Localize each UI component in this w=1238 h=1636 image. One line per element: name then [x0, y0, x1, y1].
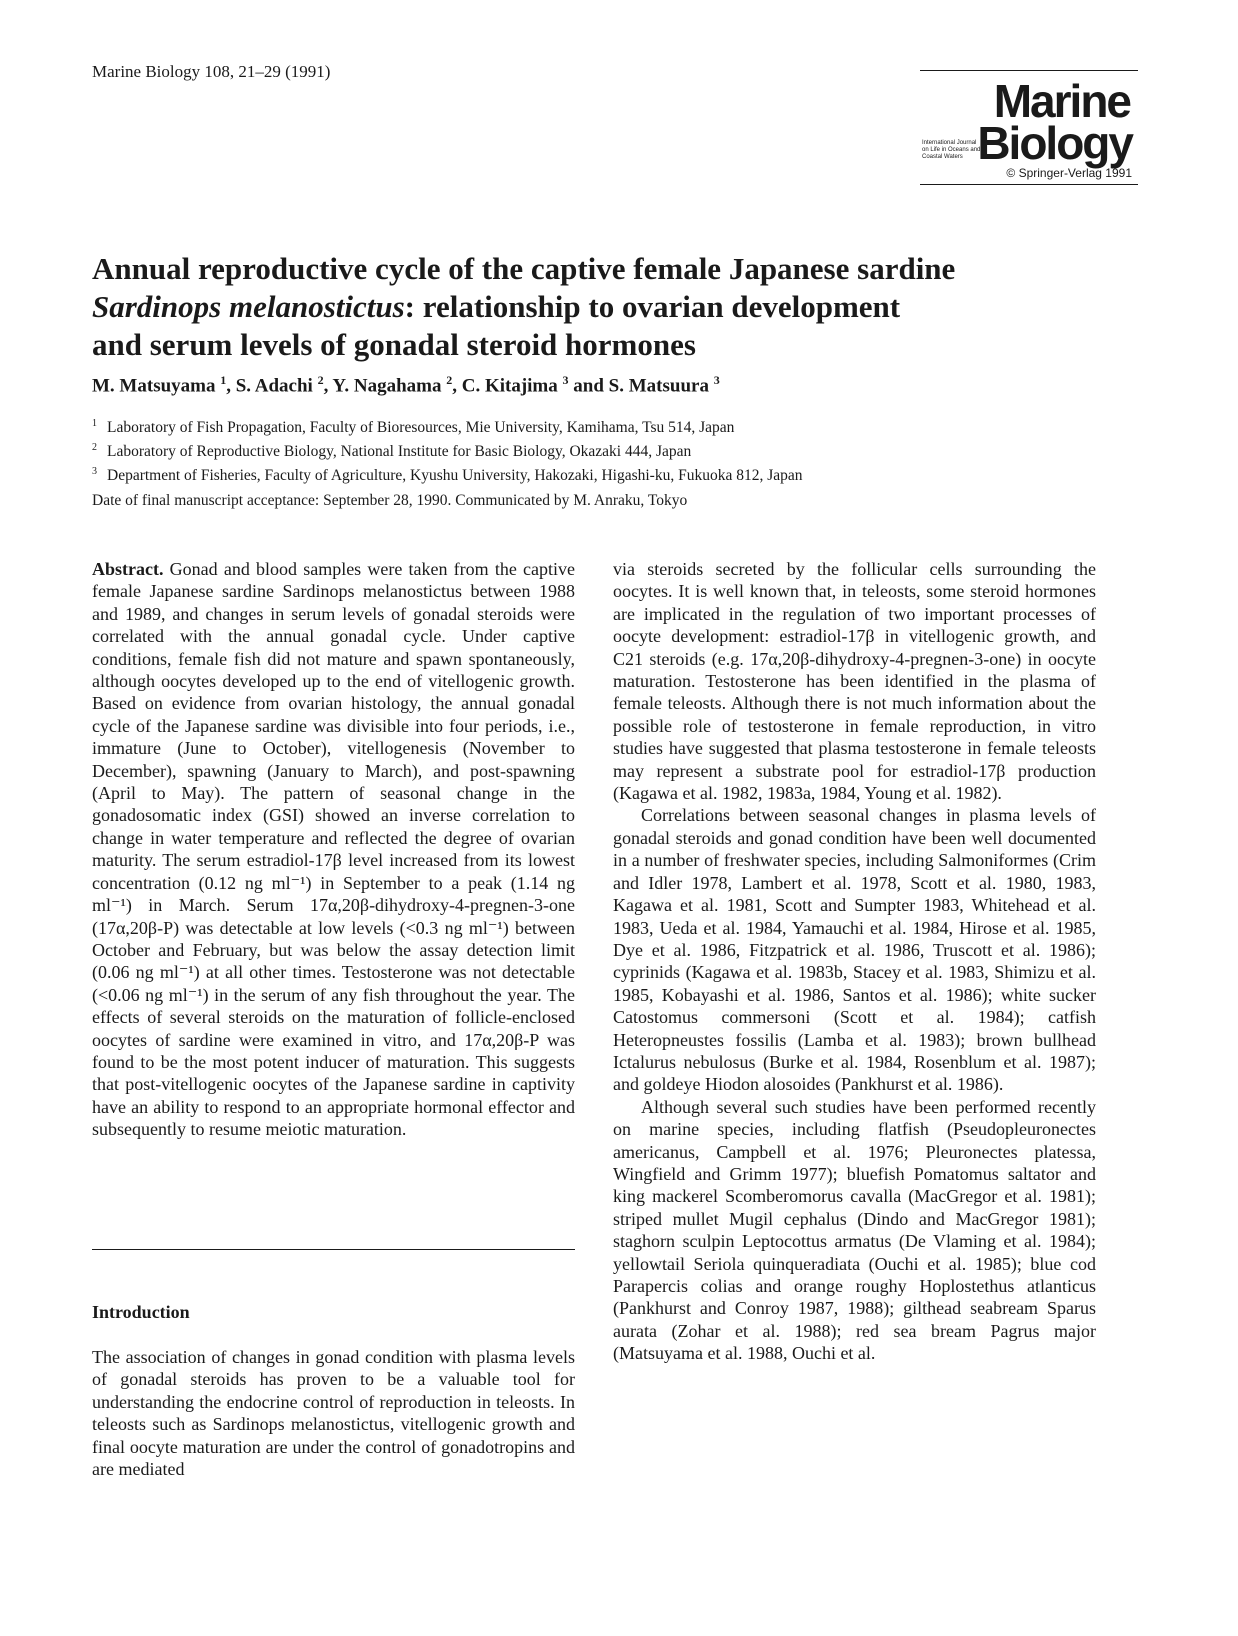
affiliation-text: Laboratory of Reproductive Biology, National Institute for Basic Biology, Okazaki 444, Japan — [107, 443, 692, 461]
manuscript-dates: Date of final manuscript acceptance: September 28, 1990. Communicated by M. Anraku, Tokyo — [92, 492, 688, 509]
author-name: Y. Nagahama — [332, 375, 442, 397]
logo-word-marine: Marine — [993, 75, 1130, 127]
author-affil-mark: 2 — [446, 373, 453, 387]
author-affil-mark: 2 — [317, 373, 324, 387]
affiliation-text: Laboratory of Fish Propagation, Faculty of Bioresources, Mie University, Kamihama, Tsu 514, Japan — [107, 419, 735, 437]
affiliation-number: 2 — [92, 442, 97, 454]
title-line-3: and serum levels of gonadal steroid hormones — [92, 327, 696, 362]
abstract-divider — [92, 1249, 575, 1250]
author-name: C. Kitajima — [461, 375, 558, 397]
right-paragraph-1: via steroids secreted by the follicular cells surrounding the oocytes. It is well known that, in teleosts, some steroid hormones are implicated in the regulation of two important processes of oocyte development: estradiol-17β in vitellogenic growth, and C21 steroids (e.g. 17α,20β-dihydroxy-4-pregnen-3-one) in oocyte maturation. Testosterone has been identified in the plasma of female teleosts. Although there is not much information about the possible role of testosterone in female reproduction, in vitro studies have suggested that plasma testosterone in female teleosts may represent a substrate pool for estradiol-17β production (Kagawa et al. 1982, 1983a, 1984, Young et al. 1982). — [613, 559, 1096, 804]
author-name: S. Adachi — [235, 375, 313, 397]
author-affil-mark: 3 — [713, 373, 720, 387]
journal-citation: Marine Biology 108, 21–29 (1991) — [92, 62, 331, 81]
affiliation-text: Department of Fisheries, Faculty of Agriculture, Kyushu University, Hakozaki, Higashi-ku, Fukuoka 812, Japan — [107, 467, 803, 485]
article-title — [92, 250, 1142, 364]
author-name: M. Matsuyama — [92, 375, 216, 397]
right-column-body — [613, 558, 1096, 1365]
affiliation-number: 3 — [92, 466, 97, 478]
abstract-text: Gonad and blood samples were taken from the captive female Japanese sardine Sardinops melanostictus between 1988 and 1989, and changes in serum levels of gonadal steroids were correlated with the annual gonadal cycle. Under captive conditions, female fish did not mature and spawn spontaneously, although oocytes developed up to the end of vitellogenic growth. Based on evidence from ovarian histology, the annual gonadal cycle of the Japanese sardine was divisible into four periods, i.e., immature (June to October), vitellogenesis (November to December), spawning (January to March), and post-spawning (April to May). The pattern of seasonal change in the gonadosomatic index (GSI) showed an inverse correlation to change in water temperature and reflected the degree of ovarian maturity. The serum estradiol-17β level increased from its lowest concentration (0.12 ng ml⁻¹) in September to a peak (1.14 ng ml⁻¹) in March. Serum 17α,20β-dihydroxy-4-pregnen-3-one (17α,20β-P) was detectable at low levels (<0.3 ng ml⁻¹) between October and February, but was below the assay detection limit (0.06 ng ml⁻¹) at all other times. Testosterone was not detectable (<0.06 ng ml⁻¹) in the serum of any fish throughout the year. The effects of several steroids on the maturation of follicle-enclosed oocytes of sardine were examined in vitro, and 17α,20β-P was found to be the most potent inducer of maturation. This suggests that post-vitellogenic oocytes of the Japanese sardine in captivity have an ability to respond to an appropriate hormonal effector and subsequently to resume meiotic maturation. — [92, 559, 575, 1140]
logo-rule-top — [920, 70, 1138, 71]
logo-word-biology: Biology — [977, 117, 1132, 169]
introduction-heading: Introduction — [92, 1302, 190, 1322]
right-paragraph-3: Although several such studies have been performed recently on marine species, including flatfish (Pseudopleuronectes americanus, Campbell et al. 1976; Pleuronectes platessa, Wingfield and Grimm 1977); bluefish Pomatomus saltator and king mackerel Scomberomorus cavalla (MacGregor et al. 1981); striped mullet Mugil cephalus (Dindo and MacGregor 1981); staghorn sculpin Leptocottus armatus (De Vlaming et al. 1984); yellowtail Seriola quinqueradiata (Ouchi et al. 1985); blue cod Parapercis colias and orange roughy Hoplostethus atlanticus (Pankhurst and Conroy 1987, 1988); gilthead seabream Sparus aurata (Zohar et al. 1988); red sea bream Pagrus major (Matsuyama et al. 1988, Ouchi et al. — [613, 1096, 1096, 1364]
author-name: S. Matsuura — [608, 375, 709, 397]
intro-paragraph-1: The association of changes in gonad condition with plasma levels of gonadal steroids has proven to be a valuable tool for understanding the endocrine control of reproduction in teleosts. In teleosts such as Sardinops melanostictus, vitellogenic growth and final oocyte maturation are under the control of gonadotropins and are mediated — [92, 1347, 575, 1480]
affiliation-number: 1 — [92, 418, 97, 429]
logo-tagline: International Journal on Life in Oceans and Coastal Waters — [922, 140, 981, 160]
copyright-notice: © Springer-Verlag 1991 — [1006, 166, 1132, 180]
affiliation-item — [92, 438, 803, 462]
title-line-2: : relationship to ovarian development — [404, 289, 901, 324]
affiliations — [92, 414, 803, 486]
right-paragraph-2: Correlations between seasonal changes in plasma levels of gonadal steroids and gonad condition have been well documented in a number of freshwater species, including Salmoniformes (Crim and Idler 1978, Lambert et al. 1978, Scott et al. 1980, 1983, Kagawa et al. 1981, Scott and Sumpter 1983, Whitehead et al. 1983, Ueda et al. 1984, Yamauchi et al. 1984, Hirose et al. 1985, Dye et al. 1986, Fitzpatrick et al. 1986, Truscott et al. 1986); cyprinids (Kagawa et al. 1983b, Stacey et al. 1983, Shimizu et al. 1985, Kobayashi et al. 1986, Santos et al. 1986); white sucker Catostomus commersoni (Scott et al. 1984); catfish Heteropneustes fossilis (Lamba et al. 1983); brown bullhead Ictalurus nebulosus (Burke et al. 1984, Rosenblum et al. 1987); and goldeye Hiodon alosoides (Pankhurst et al. 1986). — [613, 805, 1096, 1095]
author-affil-mark: 3 — [562, 373, 569, 387]
author-affil-mark: 1 — [220, 373, 227, 387]
logo-rule-bottom — [920, 184, 1138, 185]
journal-logo — [920, 70, 1138, 188]
abstract — [92, 558, 575, 1141]
affiliation-item — [92, 462, 803, 486]
affiliation-item — [92, 414, 803, 438]
title-line-1: Annual reproductive cycle of the captive female Japanese sardine — [92, 251, 956, 286]
title-species: Sardinops melanostictus — [92, 289, 405, 324]
author-list: M. Matsuyama $^1$, S. Adachi $^2$, Y. Nagahama $^2$, C. Kitajima $^3$ and S. Matsuura $^3$ — [92, 373, 720, 397]
abstract-label: Abstract. — [92, 559, 164, 579]
introduction-body — [92, 1346, 575, 1480]
